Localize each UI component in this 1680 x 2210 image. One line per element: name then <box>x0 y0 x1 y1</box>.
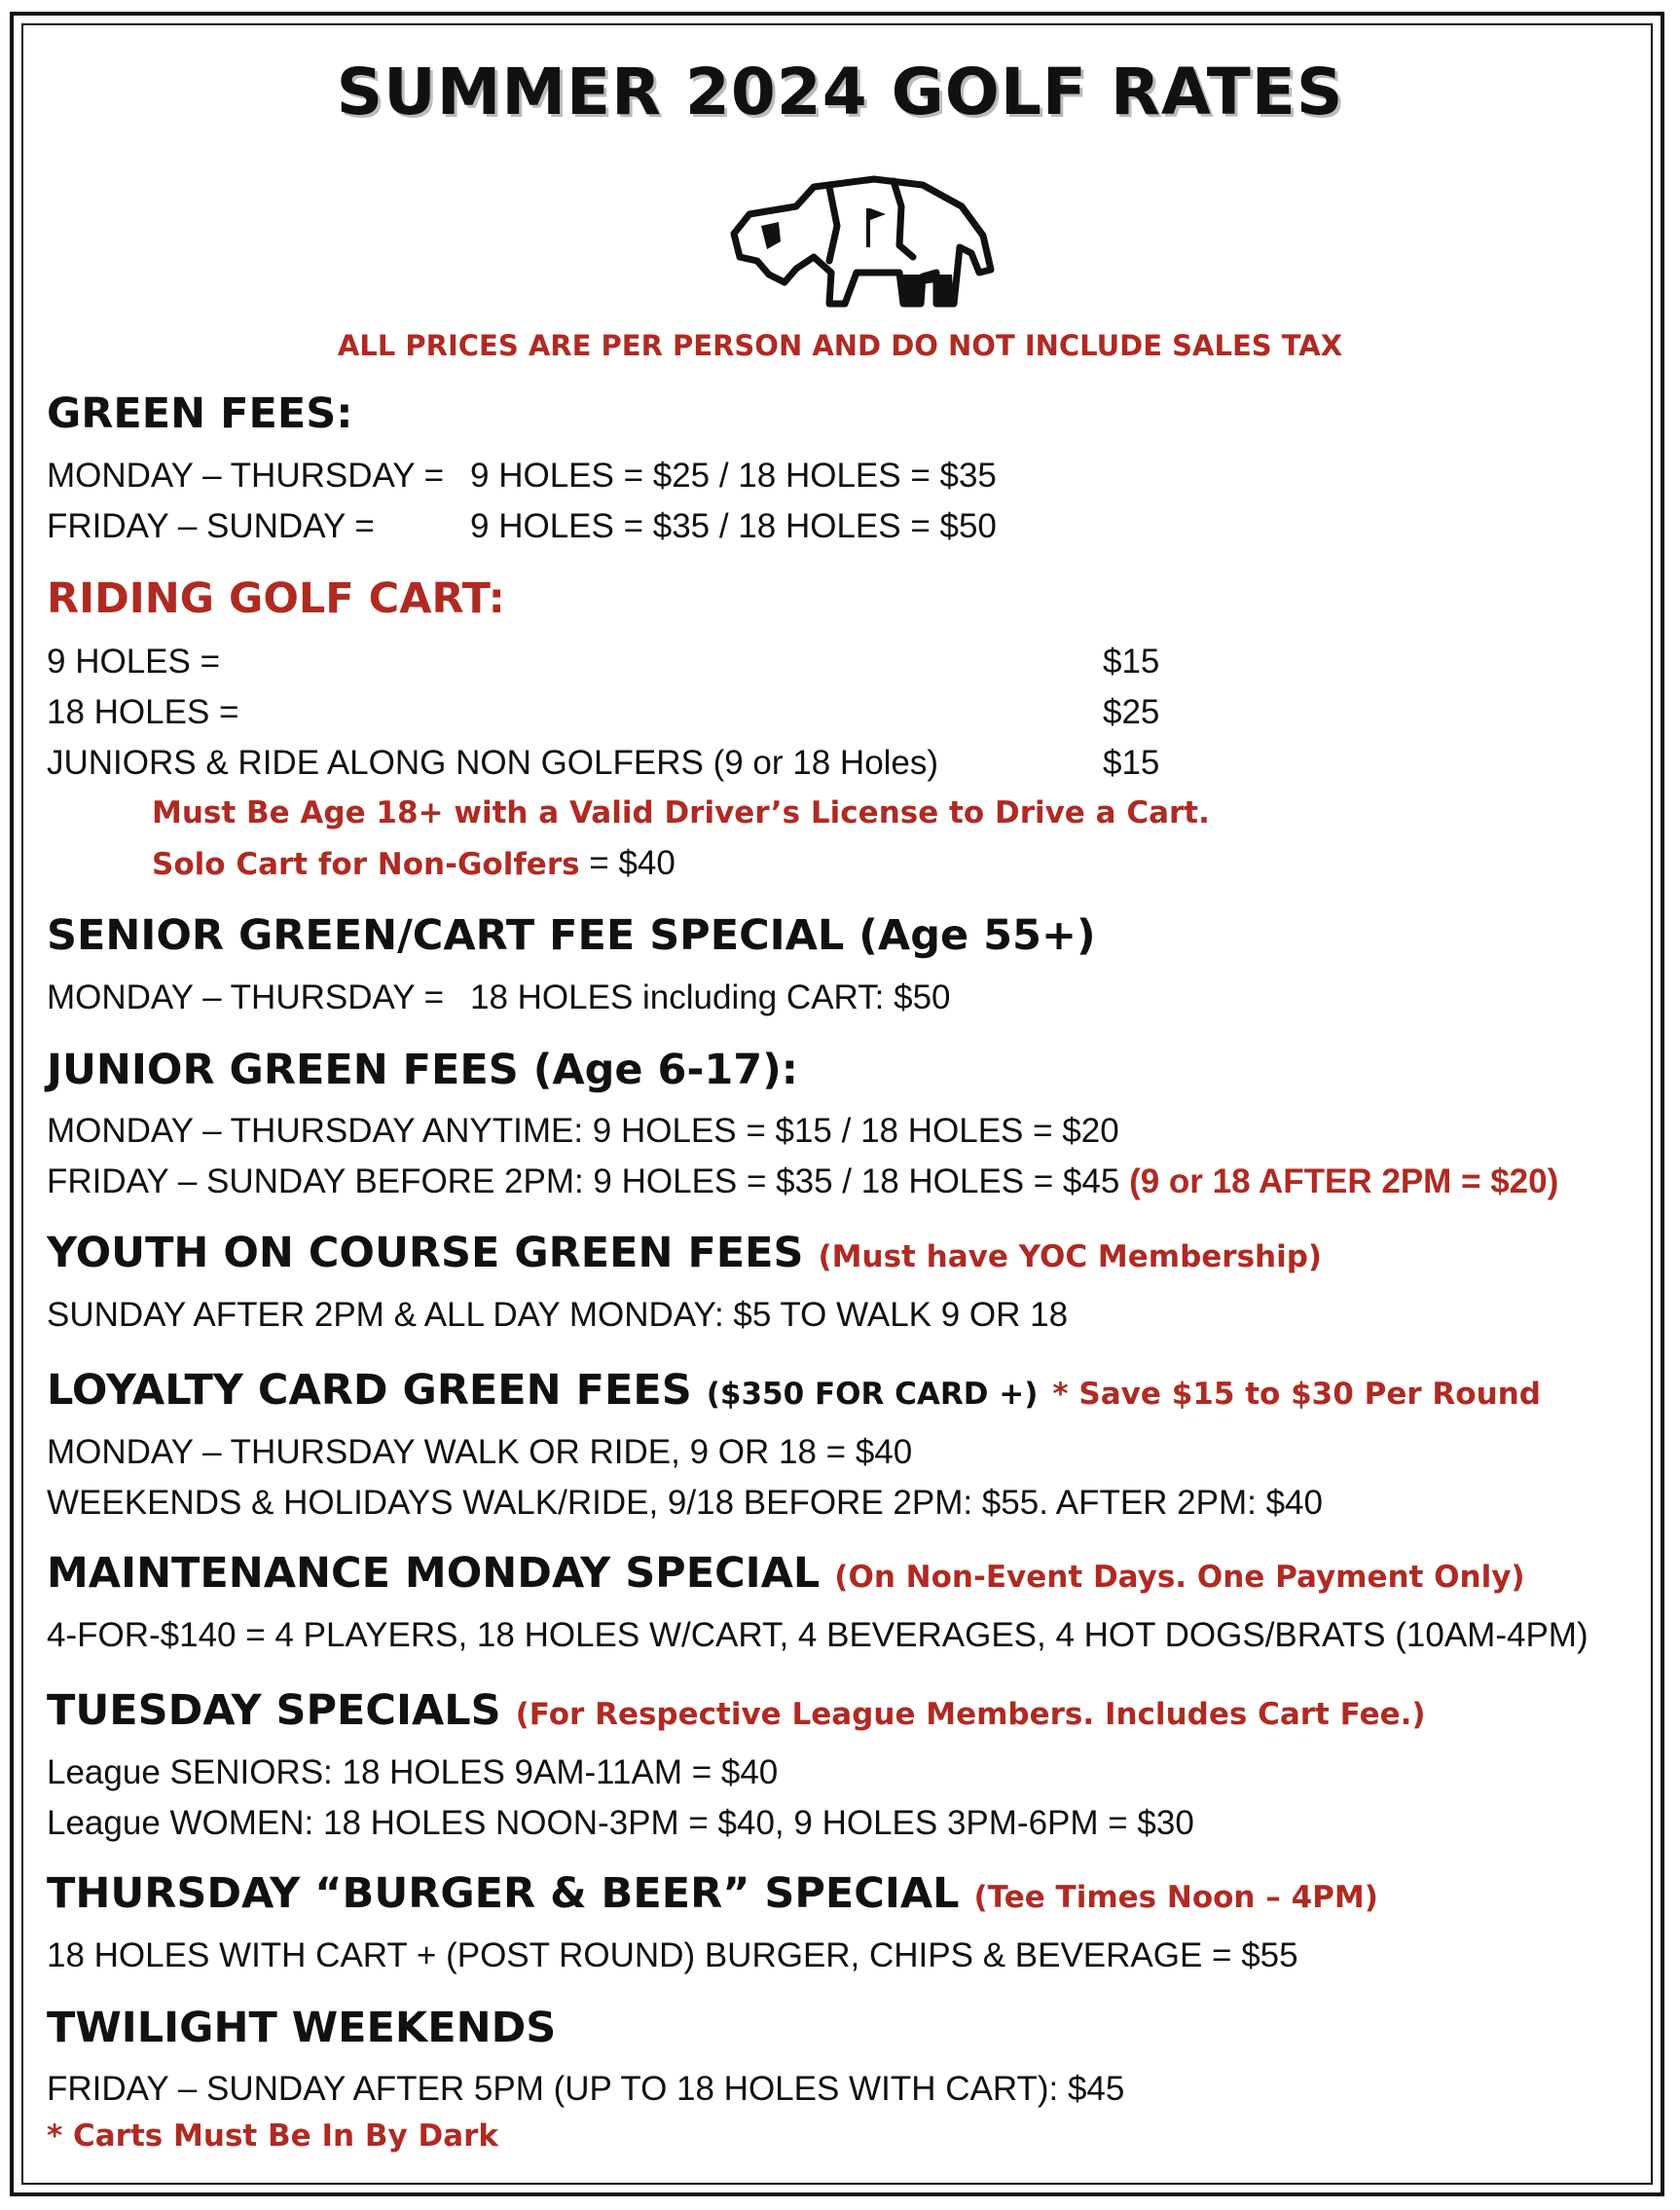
twilight-heading: TWILIGHT WEEKENDS <box>47 2004 557 2052</box>
tuesday-note: (For Respective League Members. Includes Cart Fee.) <box>515 1697 1426 1732</box>
youth-heading <box>47 1229 1322 1277</box>
junior-after-2pm-note: (9 or 18 AFTER 2PM = $20) <box>1129 1162 1559 1200</box>
junior-heading: JUNIOR GREEN FEES (Age 6-17): <box>47 1046 799 1094</box>
riding-cart-heading: RIDING GOLF CART: <box>47 574 505 623</box>
bison-logo-icon <box>728 167 1003 312</box>
thursday-heading <box>47 1869 1378 1918</box>
cart-row-price: $25 <box>1103 693 1160 731</box>
senior-heading: SENIOR GREEN/CART FEE SPECIAL (Age 55+) <box>47 911 1096 960</box>
cart-row-label: 9 HOLES = <box>47 643 221 681</box>
cart-row-label: JUNIORS & RIDE ALONG NON GOLFERS (9 or 18 Holes) <box>47 744 939 782</box>
cart-row-price: $15 <box>1103 744 1160 782</box>
solo-cart-line <box>152 844 676 883</box>
solo-cart-label: Solo Cart for Non-Golfers <box>152 847 580 882</box>
loyalty-weekend-line: WEEKENDS & HOLIDAYS WALK/RIDE, 9/18 BEFORE 2PM: $55. AFTER 2PM: $40 <box>47 1484 1323 1522</box>
tuesday-heading-text: TUESDAY SPECIALS <box>47 1686 501 1735</box>
maintenance-heading <box>47 1549 1525 1598</box>
twilight-dark-note: * Carts Must Be In By Dark <box>47 2118 499 2154</box>
green-fees-weekday-label: MONDAY – THURSDAY = <box>47 457 445 495</box>
tuesday-women-line: League WOMEN: 18 HOLES NOON-3PM = $40, 9 HOLES 3PM-6PM = $30 <box>47 1804 1194 1842</box>
youth-membership-note: (Must have YOC Membership) <box>818 1239 1323 1274</box>
green-fees-weekend-value: 9 HOLES = $35 / 18 HOLES = $50 <box>470 507 997 545</box>
loyalty-weekday-line: MONDAY – THURSDAY WALK OR RIDE, 9 OR 18 = $40 <box>47 1433 913 1471</box>
junior-weekend-text: FRIDAY – SUNDAY BEFORE 2PM: 9 HOLES = $35 / 18 HOLES = $45 <box>47 1162 1130 1200</box>
maintenance-line: 4-FOR-$140 = 4 PLAYERS, 18 HOLES W/CART, 4 BEVERAGES, 4 HOT DOGS/BRATS (10AM-4PM) <box>47 1616 1589 1654</box>
twilight-line: FRIDAY – SUNDAY AFTER 5PM (UP TO 18 HOLES WITH CART): $45 <box>47 2070 1125 2108</box>
tuesday-seniors-line: League SENIORS: 18 HOLES 9AM-11AM = $40 <box>47 1753 779 1791</box>
tax-note: ALL PRICES ARE PER PERSON AND DO NOT INCLUDE SALES TAX <box>337 329 1343 362</box>
green-fees-weekend-label: FRIDAY – SUNDAY = <box>47 507 375 545</box>
loyalty-card-price: ($350 FOR CARD +) <box>706 1377 1039 1412</box>
senior-value: 18 HOLES including CART: $50 <box>470 978 951 1016</box>
green-fees-weekday-value: 9 HOLES = $25 / 18 HOLES = $35 <box>470 457 997 495</box>
rate-sheet <box>47 0 1633 2210</box>
youth-heading-text: YOUTH ON COURSE GREEN FEES <box>47 1229 804 1277</box>
thursday-heading-text: THURSDAY “BURGER & BEER” SPECIAL <box>47 1869 960 1918</box>
cart-row-price: $15 <box>1103 643 1160 681</box>
junior-weekend-line <box>47 1162 1558 1201</box>
thursday-line: 18 HOLES WITH CART + (POST ROUND) BURGER, CHIPS & BEVERAGE = $55 <box>47 1936 1298 1974</box>
loyalty-heading-text: LOYALTY CARD GREEN FEES <box>47 1366 692 1415</box>
maintenance-note: (On Non-Event Days. One Payment Only) <box>834 1560 1525 1595</box>
junior-weekday-line: MONDAY – THURSDAY ANYTIME: 9 HOLES = $15 / 18 HOLES = $20 <box>47 1112 1119 1150</box>
youth-line: SUNDAY AFTER 2PM & ALL DAY MONDAY: $5 TO WALK 9 OR 18 <box>47 1296 1069 1334</box>
license-note: Must Be Age 18+ with a Valid Driver’s License to Drive a Cart. <box>152 795 1210 830</box>
senior-label: MONDAY – THURSDAY = <box>47 978 445 1016</box>
thursday-note: (Tee Times Noon – 4PM) <box>973 1880 1378 1915</box>
green-fees-heading: GREEN FEES: <box>47 389 353 438</box>
page-title: SUMMER 2024 GOLF RATES <box>336 55 1344 129</box>
cart-row-label: 18 HOLES = <box>47 693 239 731</box>
maintenance-heading-text: MAINTENANCE MONDAY SPECIAL <box>47 1549 821 1598</box>
tuesday-heading <box>47 1686 1426 1735</box>
loyalty-savings-note: * Save $15 to $30 Per Round <box>1052 1377 1541 1412</box>
solo-cart-price: = $40 <box>579 844 676 882</box>
loyalty-heading <box>47 1366 1541 1415</box>
